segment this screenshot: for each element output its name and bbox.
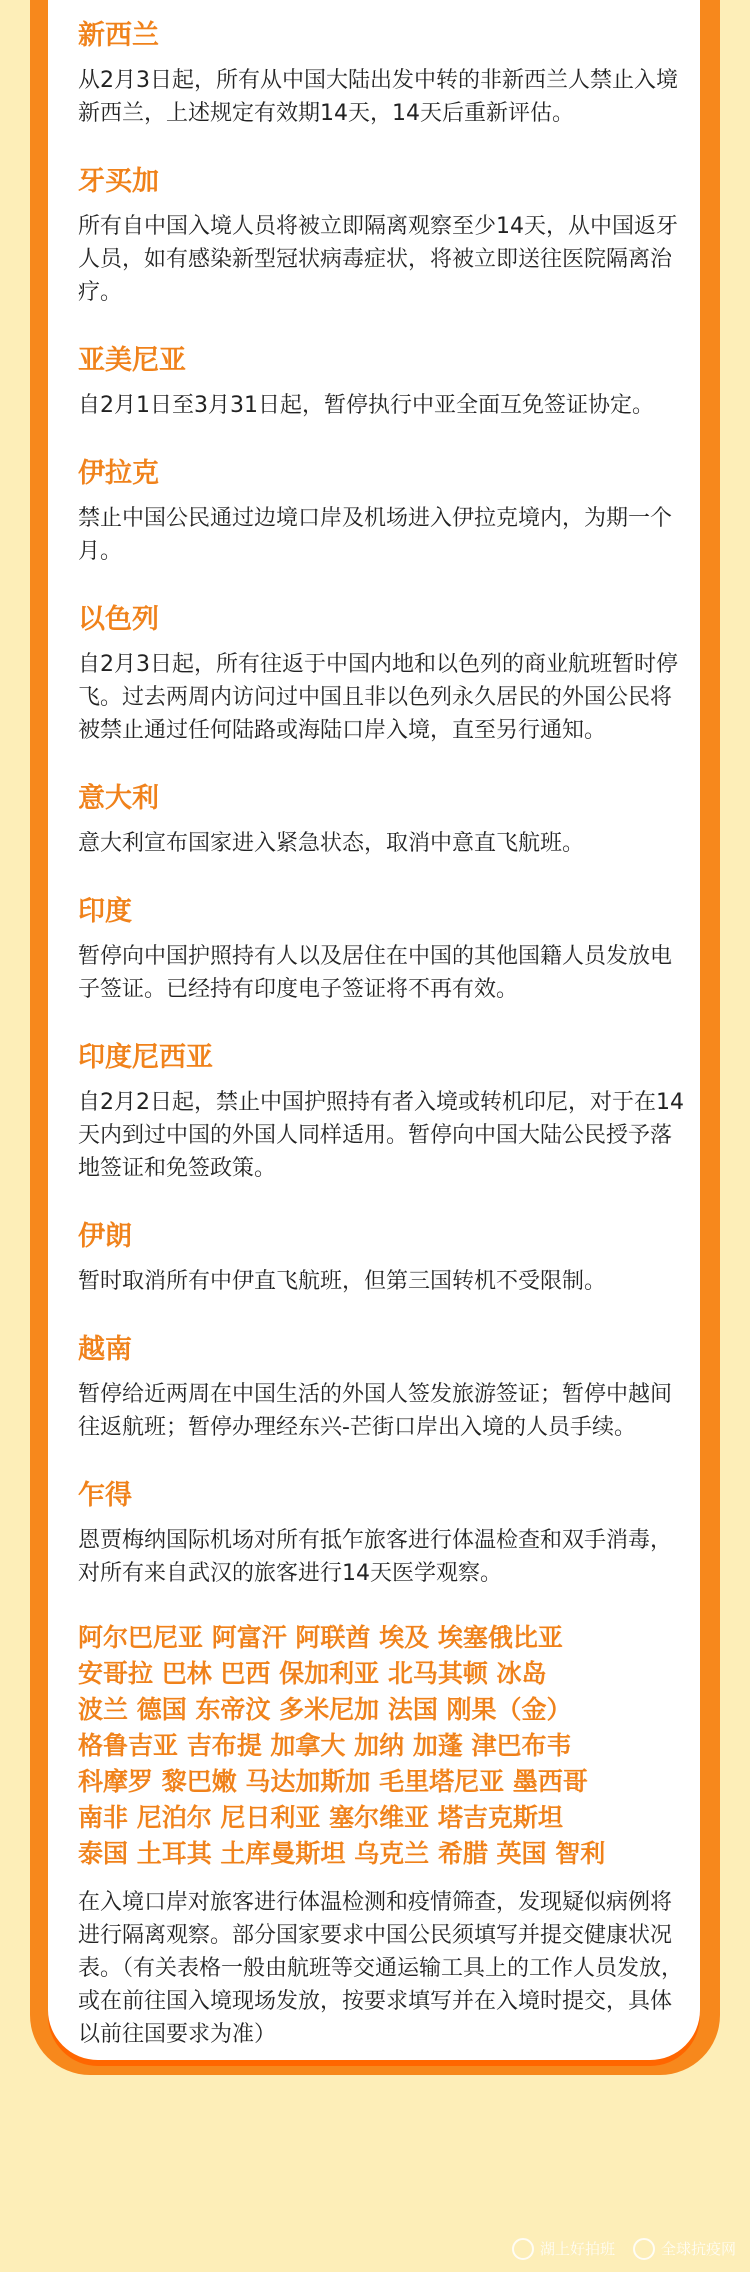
section-title: 牙买加	[78, 166, 159, 197]
section-title: 意大利	[78, 783, 159, 814]
country-row: 南非 尼泊尔 尼日利亚 塞尔维亚 塔吉克斯坦	[78, 1803, 563, 1832]
section-title: 越南	[78, 1334, 132, 1365]
country-section	[78, 1040, 688, 1185]
section-title: 印度尼西亚	[78, 1042, 213, 1073]
section-title: 新西兰	[78, 20, 159, 51]
country-list	[78, 1620, 688, 1872]
watermark	[512, 2238, 736, 2261]
group-body: 在入境口岸对旅客进行体温检测和疫情筛查，发现疑似病例将进行隔离观察。部分国家要求中国公民须填写并提交健康状况表。（有关表格一般由航班等交通运输工具上的工作人员发放，或在前往国入境现场发放，按要求填写并在入境时提交，具体以前往国要求为准）	[78, 1890, 684, 2047]
section-body: 自2月3日起，所有往返于中国内地和以色列的商业航班暂时停飞。过去两周内访问过中国且非以色列永久居民的外国公民将被禁止通过任何陆路或海陆口岸入境，直至另行通知。	[78, 652, 678, 743]
country-row: 格鲁吉亚 吉布提 加拿大 加纳 加蓬 津巴布韦	[78, 1731, 572, 1760]
country-row: 阿尔巴尼亚 阿富汗 阿联酋 埃及 埃塞俄比亚	[78, 1623, 563, 1652]
country-row: 科摩罗 黎巴嫩 马达加斯加 毛里塔尼亚 墨西哥	[78, 1767, 588, 1796]
section-title: 亚美尼亚	[78, 345, 186, 376]
country-row: 泰国 土耳其 土库曼斯坦 乌克兰 希腊 英国 智利	[78, 1839, 606, 1868]
section-body: 暂停向中国护照持有人以及居住在中国的其他国籍人员发放电子签证。已经持有印度电子签证将不再有效。	[78, 944, 673, 1002]
country-section	[78, 602, 688, 747]
watermark-2: 全球抗疫网	[633, 2238, 736, 2261]
section-body: 自2月1日至3月31日起，暂停执行中亚全面互免签证协定。	[78, 393, 654, 418]
content-area	[78, 18, 688, 2051]
section-body: 暂时取消所有中伊直飞航班，但第三国转机不受限制。	[78, 1269, 607, 1294]
logo-icon	[633, 2238, 655, 2260]
section-title: 印度	[78, 896, 132, 927]
section-title: 乍得	[78, 1480, 132, 1511]
country-row: 安哥拉 巴林 巴西 保加利亚 北马其顿 冰岛	[78, 1659, 547, 1688]
country-section	[78, 18, 688, 130]
section-body: 所有自中国入境人员将被立即隔离观察至少14天，从中国返牙人员，如有感染新型冠状病毒症状，将被立即送往医院隔离治疗。	[78, 214, 678, 305]
watermark-1: 湖上好拍班	[512, 2238, 615, 2261]
country-section	[78, 164, 688, 309]
country-row: 波兰 德国 东帝汶 多米尼加 法国 刚果（金）	[78, 1695, 572, 1724]
country-section	[78, 894, 688, 1006]
section-body: 意大利宣布国家进入紧急状态，取消中意直飞航班。	[78, 831, 585, 856]
section-body: 恩贾梅纳国际机场对所有抵乍旅客进行体温检查和双手消毒，对所有来自武汉的旅客进行14天医学观察。	[78, 1528, 673, 1586]
section-title: 以色列	[78, 604, 159, 635]
section-body: 从2月3日起，所有从中国大陆出发中转的非新西兰人禁止入境新西兰，上述规定有效期14天，14天后重新评估。	[78, 68, 678, 126]
section-title: 伊拉克	[78, 458, 159, 489]
section-body: 暂停给近两周在中国生活的外国人签发旅游签证；暂停中越间往返航班；暂停办理经东兴-芒街口岸出入境的人员手续。	[78, 1382, 673, 1440]
country-sections	[78, 18, 688, 1590]
section-title: 伊朗	[78, 1221, 132, 1252]
country-section	[78, 1332, 688, 1444]
section-body: 禁止中国公民通过边境口岸及机场进入伊拉克境内，为期一个月。	[78, 506, 673, 564]
country-section	[78, 781, 688, 860]
country-section	[78, 1478, 688, 1590]
section-body: 自2月2日起，禁止中国护照持有者入境或转机印尼，对于在14天内到过中国的外国人同样适用。暂停向中国大陆公民授予落地签证和免签政策。	[78, 1090, 684, 1181]
logo-icon	[512, 2238, 534, 2260]
country-section	[78, 456, 688, 568]
country-section	[78, 343, 688, 422]
country-section	[78, 1219, 688, 1298]
